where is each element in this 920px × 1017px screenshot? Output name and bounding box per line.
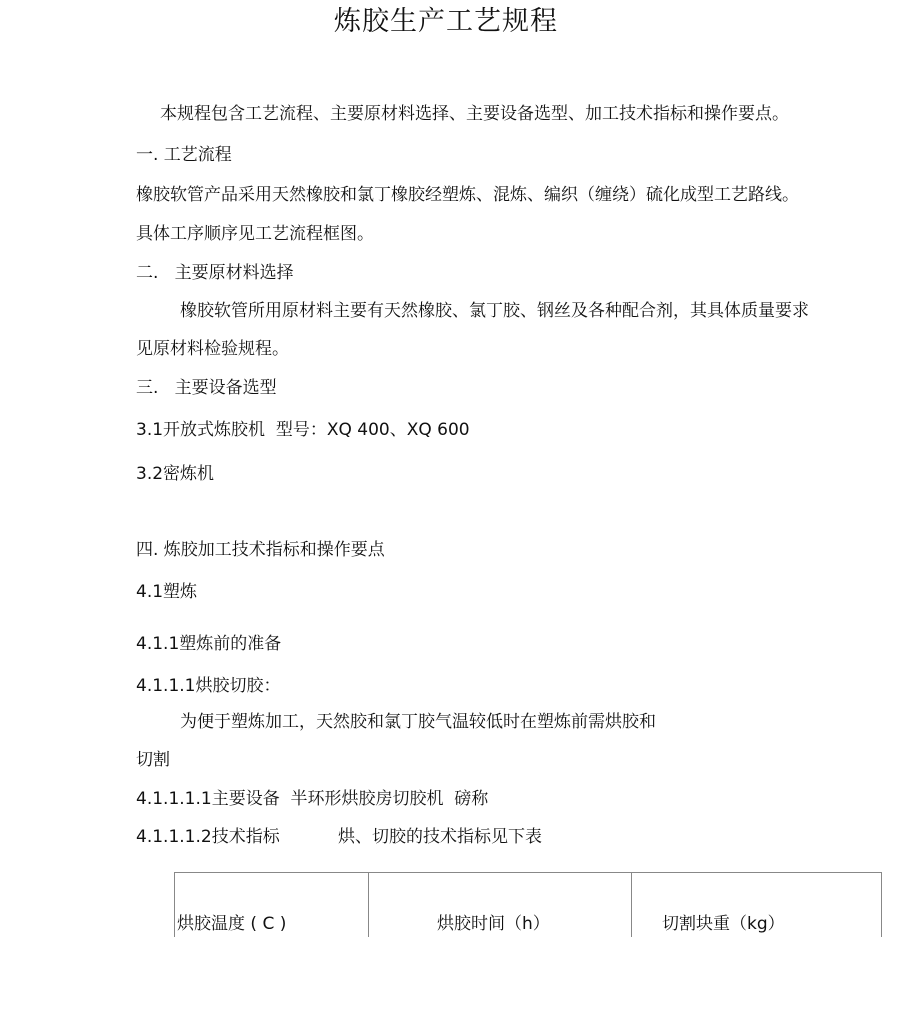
section-3-item-2: 3.2密炼机 — [136, 464, 215, 484]
section-4-1-1-1-2-label: 4.1.1.1.2技术指标 — [136, 827, 280, 847]
section-1-text-line-1: 橡胶软管产品采用天然橡胶和氯丁橡胶经塑炼、混炼、编织（缠绕）硫化成型工艺路线。 — [136, 185, 799, 205]
table-header-weight: 切割块重（kg） — [662, 914, 785, 934]
section-4-1-1-1-2-text: 烘、切胶的技术指标见下表 — [338, 827, 542, 847]
intro-paragraph: 本规程包含工艺流程、主要原材料选择、主要设备选型、加工技术指标和操作要点。 — [160, 104, 789, 124]
section-4-heading: 四. 炼胶加工技术指标和操作要点 — [136, 540, 385, 560]
section-4-paragraph-line-2: 切割 — [136, 750, 170, 770]
document-title: 炼胶生产工艺规程 — [334, 6, 558, 37]
table-header-time: 烘胶时间（h） — [437, 914, 550, 934]
table-header-cell-time — [368, 873, 631, 937]
section-2-text-line-1: 橡胶软管所用原材料主要有天然橡胶、氯丁胶、钢丝及各种配合剂，其具体质量要求 — [180, 301, 809, 321]
section-4-1-1-1-1-item: 4.1.1.1.1主要设备 半环形烘胶房切胶机 磅称 — [136, 789, 489, 809]
section-2-text-line-2: 见原材料检验规程。 — [136, 339, 289, 359]
table-header-cell-temperature — [174, 873, 368, 937]
table-header-cell-weight — [631, 873, 882, 937]
section-3-heading: 三. 主要设备选型 — [136, 378, 277, 398]
section-4-1-1-1-heading: 4.1.1.1烘胶切胶： — [136, 676, 281, 696]
section-1-heading: 一. 工艺流程 — [136, 145, 232, 165]
section-3-item-1: 3.1开放式炼胶机 型号：XQ 400、XQ 600 — [136, 420, 470, 440]
section-4-1-1-heading: 4.1.1塑炼前的准备 — [136, 634, 282, 654]
section-4-1-heading: 4.1塑炼 — [136, 582, 198, 602]
baking-cutting-spec-table — [174, 872, 882, 937]
section-4-paragraph-line-1: 为便于塑炼加工，天然胶和氯丁胶气温较低时在塑炼前需烘胶和 — [180, 712, 656, 732]
table-header-temperature: 烘胶温度 ( C ) — [177, 914, 287, 934]
section-1-text-line-2: 具体工序顺序见工艺流程框图。 — [136, 224, 374, 244]
section-2-heading: 二. 主要原材料选择 — [136, 263, 294, 283]
